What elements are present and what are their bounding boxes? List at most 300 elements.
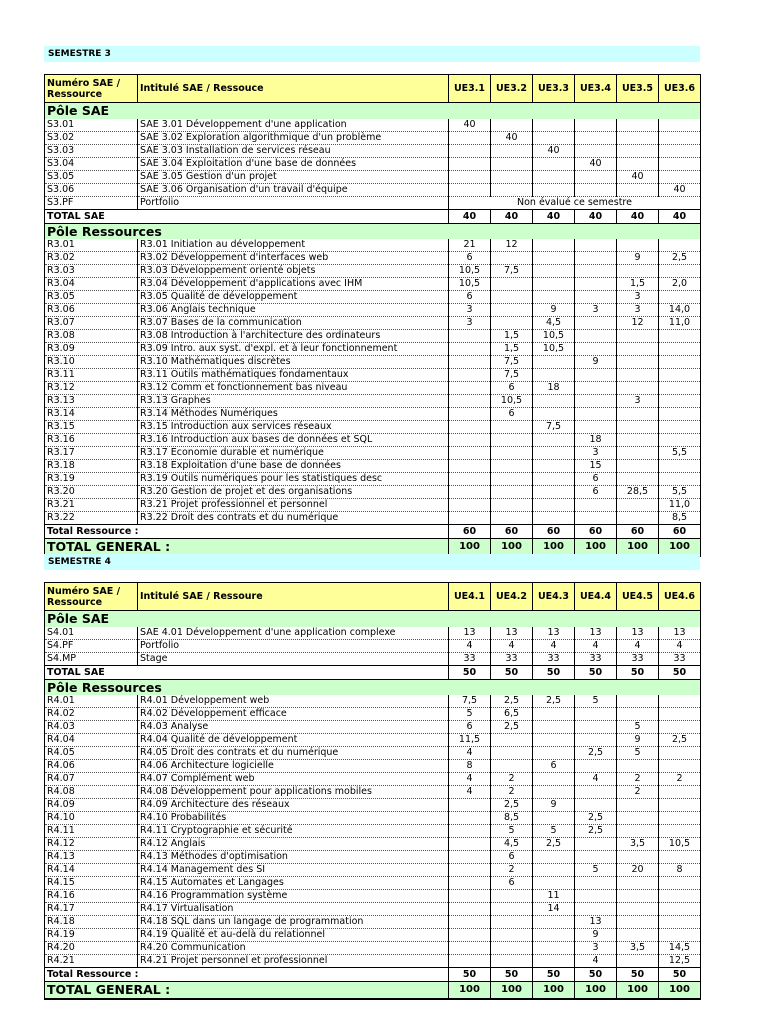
ressource-row [45, 838, 701, 851]
value-cell [533, 460, 575, 473]
value-cell [449, 903, 491, 916]
value-cell: 8 [449, 760, 491, 773]
code-cell: R3.04 [45, 278, 138, 291]
code-cell: R3.19 [45, 473, 138, 486]
value-cell [659, 708, 701, 721]
code-cell: R4.13 [45, 851, 138, 864]
code-cell: R3.17 [45, 447, 138, 460]
value-cell: 2,5 [575, 812, 617, 825]
value-cell: 3,5 [617, 942, 659, 955]
ressource-row [45, 317, 701, 330]
label-cell: R4.09 Architecture des réseaux [138, 799, 449, 812]
total-general-value: 100 [617, 539, 659, 556]
value-cell [491, 929, 533, 942]
value-cell [491, 278, 533, 291]
code-cell: S3.06 [45, 183, 138, 196]
value-cell [575, 183, 617, 196]
label-cell: R4.13 Méthodes d'optimisation [138, 851, 449, 864]
total-value: 50 [449, 968, 491, 982]
value-cell: 6 [449, 252, 491, 265]
value-cell [449, 799, 491, 812]
code-cell: R3.01 [45, 239, 138, 252]
value-cell: 10,5 [533, 330, 575, 343]
label-cell: R4.05 Droit des contrats et du numérique [138, 747, 449, 760]
ressource-row [45, 252, 701, 265]
value-cell [449, 408, 491, 421]
code-cell: R4.20 [45, 942, 138, 955]
total-general-label: TOTAL GENERAL : [45, 539, 449, 556]
label-cell: R3.02 Développement d'interfaces web [138, 252, 449, 265]
value-cell [617, 408, 659, 421]
value-cell [491, 747, 533, 760]
total-value: 60 [491, 525, 533, 539]
value-cell [449, 812, 491, 825]
value-cell: 1,5 [617, 278, 659, 291]
value-cell [449, 864, 491, 877]
value-cell [659, 786, 701, 799]
value-cell: 7,5 [491, 369, 533, 382]
value-cell: 13 [659, 627, 701, 640]
value-cell: 13 [575, 627, 617, 640]
value-cell: 4 [575, 773, 617, 786]
value-cell [533, 786, 575, 799]
value-cell: 14,5 [659, 942, 701, 955]
value-cell: 6 [449, 291, 491, 304]
value-cell: 4 [575, 955, 617, 968]
value-cell: 10,5 [533, 343, 575, 356]
value-cell [659, 473, 701, 486]
value-cell [449, 916, 491, 929]
label-cell: R3.06 Anglais technique [138, 304, 449, 317]
value-cell [491, 890, 533, 903]
value-cell [659, 144, 701, 157]
value-cell [575, 708, 617, 721]
value-cell [575, 144, 617, 157]
total-ressource-row [45, 968, 701, 982]
value-cell [575, 278, 617, 291]
value-cell [533, 929, 575, 942]
total-value: 60 [533, 525, 575, 539]
label-cell: R4.11 Cryptographie et sécurité [138, 825, 449, 838]
label-cell: R4.20 Communication [138, 942, 449, 955]
value-cell [617, 929, 659, 942]
value-cell [617, 421, 659, 434]
total-value: 50 [575, 665, 617, 679]
ressource-row [45, 473, 701, 486]
value-cell [491, 421, 533, 434]
code-cell: R4.14 [45, 864, 138, 877]
code-cell: S3.02 [45, 131, 138, 144]
value-cell [449, 838, 491, 851]
value-cell: 5 [449, 708, 491, 721]
label-cell: R4.17 Virtualisation [138, 903, 449, 916]
ressource-row [45, 421, 701, 434]
value-cell [575, 760, 617, 773]
portfolio-row [45, 196, 701, 209]
value-cell [491, 157, 533, 170]
total-value: 50 [575, 968, 617, 982]
value-cell [659, 695, 701, 708]
code-cell: R3.07 [45, 317, 138, 330]
value-cell: 2 [617, 773, 659, 786]
label-cell: R3.04 Développement d'applications avec IHM [138, 278, 449, 291]
value-cell [659, 265, 701, 278]
value-cell [533, 356, 575, 369]
total-value: 60 [617, 525, 659, 539]
ressource-row [45, 291, 701, 304]
ressource-row [45, 460, 701, 473]
value-cell: 5 [617, 747, 659, 760]
value-cell [533, 265, 575, 278]
code-cell: S3.03 [45, 144, 138, 157]
value-cell [617, 382, 659, 395]
label-cell: R3.01 Initiation au développement [138, 239, 449, 252]
value-cell [659, 369, 701, 382]
value-cell [449, 942, 491, 955]
label-cell: R3.22 Droit des contrats et du numérique [138, 512, 449, 525]
total-value: 50 [617, 968, 659, 982]
code-cell: R3.22 [45, 512, 138, 525]
value-cell: 6 [491, 408, 533, 421]
label-cell: R4.16 Programmation système [138, 890, 449, 903]
sae-row [45, 131, 701, 144]
value-cell [533, 170, 575, 183]
code-cell: R4.11 [45, 825, 138, 838]
value-cell [659, 812, 701, 825]
value-cell: 13 [449, 627, 491, 640]
value-cell: 40 [449, 119, 491, 132]
ressource-row [45, 877, 701, 890]
value-cell [575, 851, 617, 864]
value-cell [659, 916, 701, 929]
total-general-value: 100 [617, 982, 659, 999]
total-value: 50 [659, 665, 701, 679]
ressource-row [45, 695, 701, 708]
code-cell: R4.06 [45, 760, 138, 773]
label-cell: SAE 3.02 Exploration algorithmique d'un problème [138, 131, 449, 144]
label-cell: R3.15 Introduction aux services réseaux [138, 421, 449, 434]
value-cell: 3 [575, 304, 617, 317]
value-cell: 6 [575, 473, 617, 486]
value-cell [575, 786, 617, 799]
value-cell: 4 [617, 639, 659, 652]
ressource-row [45, 239, 701, 252]
value-cell [449, 395, 491, 408]
value-cell: 33 [659, 652, 701, 665]
ressource-row [45, 734, 701, 747]
sae-row [45, 119, 701, 132]
value-cell [449, 447, 491, 460]
code-cell: R4.18 [45, 916, 138, 929]
value-cell [617, 265, 659, 278]
ressource-row [45, 773, 701, 786]
value-cell: 10,5 [449, 278, 491, 291]
value-cell [659, 760, 701, 773]
semestre-3-title: SEMESTRE 3 [44, 46, 700, 62]
value-cell [617, 708, 659, 721]
value-cell: 28,5 [617, 486, 659, 499]
value-cell: 6 [575, 486, 617, 499]
code-cell: R4.03 [45, 721, 138, 734]
value-cell [575, 499, 617, 512]
value-cell: 5 [575, 695, 617, 708]
value-cell [533, 183, 575, 196]
label-cell: R3.05 Qualité de développement [138, 291, 449, 304]
value-cell [449, 929, 491, 942]
portfolio-note: Non évalué ce semestre [449, 196, 701, 209]
value-cell: 2,5 [491, 799, 533, 812]
value-cell [491, 942, 533, 955]
value-cell [491, 760, 533, 773]
value-cell [617, 512, 659, 525]
value-cell [449, 499, 491, 512]
label-cell: R3.16 Introduction aux bases de données et SQL [138, 434, 449, 447]
code-cell: S4.MP [45, 652, 138, 665]
value-cell: 1,5 [491, 330, 533, 343]
value-cell [617, 695, 659, 708]
label-cell: R3.09 Intro. aux syst. d'expl. et à leur fonctionnement [138, 343, 449, 356]
ressource-row [45, 434, 701, 447]
ressource-row [45, 812, 701, 825]
value-cell [617, 903, 659, 916]
value-cell [491, 304, 533, 317]
header-ue: UE4.3 [533, 583, 575, 611]
value-cell [575, 291, 617, 304]
value-cell: 3 [449, 317, 491, 330]
value-cell: 40 [491, 131, 533, 144]
value-cell [617, 877, 659, 890]
header-ue: UE4.4 [575, 583, 617, 611]
value-cell [575, 119, 617, 132]
ressource-row [45, 916, 701, 929]
ressource-row [45, 955, 701, 968]
total-value: 50 [617, 665, 659, 679]
value-cell [491, 473, 533, 486]
value-cell [617, 499, 659, 512]
value-cell [659, 119, 701, 132]
value-cell [659, 382, 701, 395]
pole-ressources-row [45, 679, 701, 695]
ressource-row [45, 343, 701, 356]
sae-row [45, 183, 701, 196]
value-cell [449, 157, 491, 170]
total-value: 60 [659, 525, 701, 539]
value-cell [533, 955, 575, 968]
code-cell: R3.20 [45, 486, 138, 499]
value-cell [575, 421, 617, 434]
ressource-row [45, 942, 701, 955]
value-cell: 6 [491, 877, 533, 890]
value-cell: 4 [449, 773, 491, 786]
value-cell [575, 131, 617, 144]
header-row [45, 583, 701, 611]
value-cell: 2,5 [533, 695, 575, 708]
value-cell: 40 [659, 183, 701, 196]
value-cell [617, 447, 659, 460]
value-cell [449, 382, 491, 395]
pole-sae-title: Pôle SAE [45, 103, 701, 119]
code-cell: R4.04 [45, 734, 138, 747]
code-cell: R4.02 [45, 708, 138, 721]
total-general-label: TOTAL GENERAL : [45, 982, 449, 999]
value-cell [659, 721, 701, 734]
header-label: Intitulé SAE / Ressouce [138, 75, 449, 103]
total-general-value: 100 [491, 982, 533, 999]
value-cell [659, 799, 701, 812]
total-sae-label: TOTAL SAE [45, 209, 449, 223]
value-cell: 9 [533, 799, 575, 812]
value-cell: 9 [617, 252, 659, 265]
code-cell: S4.01 [45, 627, 138, 640]
value-cell [575, 170, 617, 183]
value-cell: 4 [533, 639, 575, 652]
value-cell [617, 890, 659, 903]
value-cell [449, 486, 491, 499]
value-cell [575, 903, 617, 916]
total-general-value: 100 [575, 539, 617, 556]
value-cell: 2,5 [575, 825, 617, 838]
label-cell: R3.11 Outils mathématiques fondamentaux [138, 369, 449, 382]
header-ue: UE3.5 [617, 75, 659, 103]
label-cell: SAE 3.06 Organisation d'un travail d'équipe [138, 183, 449, 196]
ressource-row [45, 265, 701, 278]
value-cell [659, 460, 701, 473]
value-cell [659, 890, 701, 903]
label-cell: R4.14 Management des SI [138, 864, 449, 877]
value-cell: 10,5 [449, 265, 491, 278]
value-cell [659, 170, 701, 183]
value-cell: 11,5 [449, 734, 491, 747]
value-cell [449, 356, 491, 369]
pole-sae-row [45, 611, 701, 627]
value-cell [491, 434, 533, 447]
code-cell: R3.03 [45, 265, 138, 278]
code-cell: R4.19 [45, 929, 138, 942]
value-cell: 2 [491, 773, 533, 786]
value-cell: 13 [533, 627, 575, 640]
semestre-4-table [44, 582, 701, 1000]
ressource-row [45, 486, 701, 499]
header-ue: UE3.6 [659, 75, 701, 103]
value-cell: 33 [575, 652, 617, 665]
header-label: Intitulé SAE / Ressoure [138, 583, 449, 611]
header-code: Numéro SAE / Ressource [45, 75, 138, 103]
value-cell: 1,5 [491, 343, 533, 356]
label-cell: SAE 3.05 Gestion d'un projet [138, 170, 449, 183]
value-cell: 4,5 [491, 838, 533, 851]
value-cell [533, 239, 575, 252]
label-cell: R3.18 Exploitation d'une base de données [138, 460, 449, 473]
label-cell: R4.18 SQL dans un langage de programmation [138, 916, 449, 929]
value-cell: 12 [617, 317, 659, 330]
value-cell [491, 955, 533, 968]
value-cell [533, 434, 575, 447]
ressource-row [45, 825, 701, 838]
value-cell [575, 369, 617, 382]
value-cell [659, 330, 701, 343]
sae-row [45, 157, 701, 170]
ressource-row [45, 799, 701, 812]
total-sae-label: TOTAL SAE [45, 665, 449, 679]
value-cell: 13 [617, 627, 659, 640]
code-cell: S3.01 [45, 119, 138, 132]
value-cell [659, 356, 701, 369]
label-cell: R4.08 Développement pour applications mobiles [138, 786, 449, 799]
code-cell: R3.14 [45, 408, 138, 421]
value-cell: 4 [449, 786, 491, 799]
label-cell: R3.14 Méthodes Numériques [138, 408, 449, 421]
value-cell [491, 460, 533, 473]
total-value: 50 [659, 968, 701, 982]
ressource-row [45, 499, 701, 512]
value-cell: 4 [575, 639, 617, 652]
value-cell [491, 317, 533, 330]
label-cell: R4.02 Développement efficace [138, 708, 449, 721]
ressource-row [45, 851, 701, 864]
value-cell: 40 [533, 144, 575, 157]
total-general-row [45, 982, 701, 999]
total-value: 50 [449, 665, 491, 679]
value-cell [449, 369, 491, 382]
value-cell [533, 812, 575, 825]
total-value: 50 [533, 665, 575, 679]
label-cell: SAE 3.04 Exploitation d'une base de données [138, 157, 449, 170]
header-ue: UE4.6 [659, 583, 701, 611]
label-cell: SAE 4.01 Développement d'une application complexe [138, 627, 449, 640]
value-cell [617, 812, 659, 825]
ressource-row [45, 786, 701, 799]
ressource-row [45, 890, 701, 903]
value-cell: 18 [533, 382, 575, 395]
total-value: 60 [449, 525, 491, 539]
value-cell [449, 890, 491, 903]
total-general-value: 100 [533, 982, 575, 999]
value-cell: 20 [617, 864, 659, 877]
code-cell: R3.13 [45, 395, 138, 408]
ressource-row [45, 708, 701, 721]
ressource-row [45, 447, 701, 460]
value-cell [617, 460, 659, 473]
value-cell: 11,0 [659, 317, 701, 330]
sae-row [45, 627, 701, 640]
value-cell [533, 734, 575, 747]
value-cell [617, 144, 659, 157]
value-cell: 9 [575, 929, 617, 942]
code-cell: S3.PF [45, 196, 138, 209]
value-cell [449, 434, 491, 447]
total-general-value: 100 [575, 982, 617, 999]
ressource-row [45, 864, 701, 877]
value-cell [617, 330, 659, 343]
value-cell: 6 [491, 851, 533, 864]
code-cell: R4.15 [45, 877, 138, 890]
value-cell [575, 252, 617, 265]
code-cell: R3.06 [45, 304, 138, 317]
code-cell: R4.09 [45, 799, 138, 812]
value-cell [449, 421, 491, 434]
value-cell [617, 343, 659, 356]
value-cell [491, 144, 533, 157]
code-cell: R3.11 [45, 369, 138, 382]
value-cell: 6,5 [491, 708, 533, 721]
value-cell [491, 512, 533, 525]
value-cell [659, 239, 701, 252]
value-cell: 9 [617, 734, 659, 747]
value-cell [491, 119, 533, 132]
label-cell: R3.10 Mathématiques discrètes [138, 356, 449, 369]
code-cell: R4.16 [45, 890, 138, 903]
pole-ressources-title: Pôle Ressources [45, 679, 701, 695]
